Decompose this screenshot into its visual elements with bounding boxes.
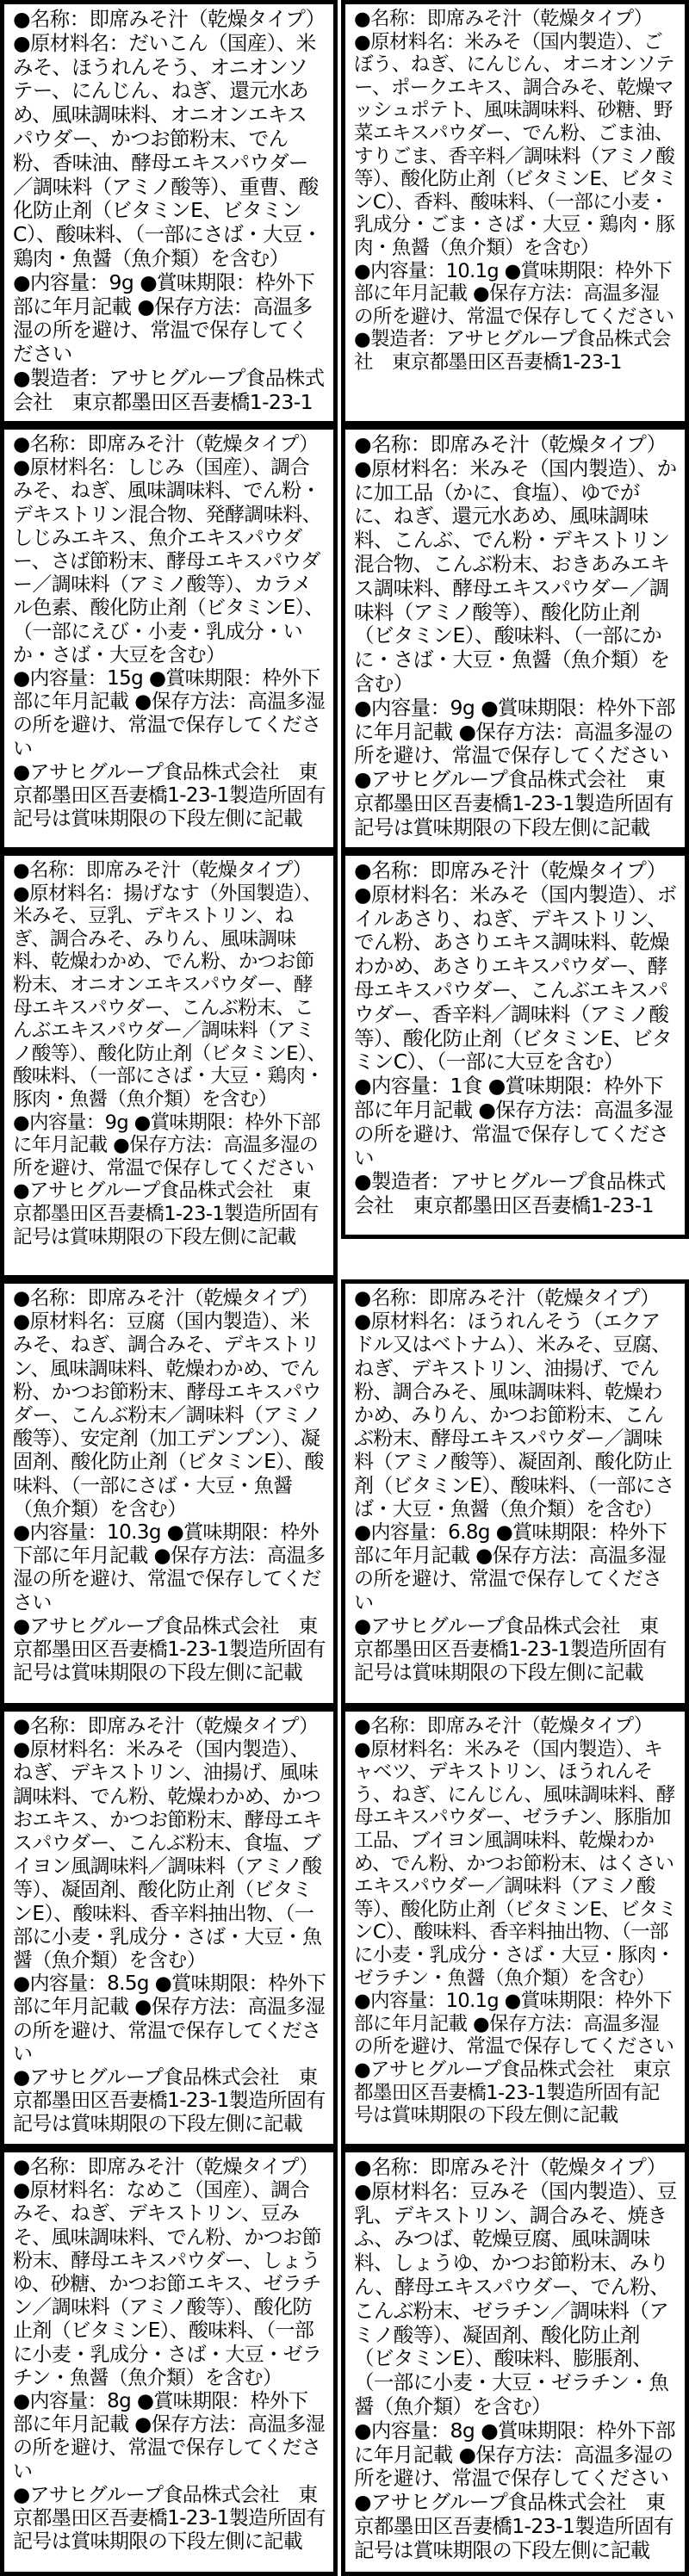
label-card (341, 1279, 689, 1707)
label-maker: ●アサヒグループ食品株式会社 東京都墨田区吾妻橋1-23-1製造所固有記号は賞味期限の下段左側に記載 (13, 760, 326, 831)
label-card (341, 2148, 689, 2576)
label-maker: ●アサヒグループ食品株式会社 東京都墨田区吾妻橋1-23-1製造所固有記号は賞味期限の下段左側に記載 (354, 767, 673, 839)
label-card (0, 851, 338, 1279)
label-ingredients: ●原材料名：米みそ（国内製造）、ねぎ、デキストリン、油揚げ、風味調味料、でん粉、乾燥わかめ、かつおエキス、かつお節粉末、酵母エキスパウダー、こんぶ粉末、食塩、ブイヨン風調味料／調味料（アミノ酸等）、凝固剤、酸化防止剤（ビタミンE）、酸味料、香辛料抽出物、（一部に小麦・乳成分・さば・大豆・魚醤（魚介類）を含む） (13, 1738, 322, 1972)
label-card (341, 851, 689, 1239)
label-ingredients: ●原材料名：豆腐（国内製造）、米みそ、ねぎ、調合みそ、デキストリン、風味調味料、乾燥わかめ、でん粉、かつお節粉末、酵母エキスパウダー、こんぶ粉末／調味料（アミノ酸等）、安定剤（加工デンプン）、凝固剤、酸化防止剤（ビタミンE）、酸味料、（一部にさば・大豆・魚醤（魚介類）を含む） (13, 1310, 324, 1520)
label-maker: ●アサヒグループ食品株式会社 東京都墨田区吾妻橋1-23-1製造所固有記号は賞味期限の下段左側に記載 (13, 2483, 326, 2554)
label-card (341, 425, 689, 851)
label-name: ●名称：即席みそ汁（乾燥タイプ） (13, 1715, 319, 1737)
label-content-expiry: ●内容量：8.5g ●賞味期限：枠外下部に年月記載 ●保存方法：高温多湿の所を避け、常温で保存してください (13, 1972, 326, 2065)
label-ingredients: ●原材料名：豆みそ（国内製造）、豆乳、デキストリン、調合みそ、焼きふ、みつば、乾燥豆腐、風味調味料、しょうゆ、かつお節粉末、みりん、酵母エキスパウダー、でん粉、こんぶ粉末、ゼラチン／調味料（アミノ酸等）、凝固剤、酸化防止剤（ビタミンE）、酸味料、膨脹剤、（一部に小麦・大豆・ゼラチン・魚醤（魚介類）を含む） (354, 2178, 677, 2418)
label-maker: ●製造者：アサヒグループ食品株式会社 東京都墨田区吾妻橋1-23-1 (354, 1169, 666, 1218)
label-content-expiry: ●内容量：8g ●賞味期限：枠外下部に年月記載 ●保存方法：高温多湿の所を避け、常温で保存してください (354, 2418, 676, 2491)
label-card (341, 0, 689, 425)
label-content-expiry: ●内容量：9g ●賞味期限：枠外下部に年月記載 ●保存方法：高温多湿の所を避け、常温で保存してください (13, 1111, 320, 1180)
label-content-expiry: ●内容量：9g ●賞味期限：枠外下部に年月記載 ●保存方法：高温多湿の所を避け、常温で保存してください (354, 695, 676, 768)
label-maker: ●製造者：アサヒグループ食品株式会社 東京都墨田区吾妻橋1-23-1 (13, 365, 325, 414)
label-name: ●名称：即席みそ汁（乾燥タイプ） (354, 432, 667, 456)
label-ingredients: ●原材料名：だいこん（国産）、米みそ、ほうれんそう、オニオンソテー、にんじん、ねぎ、還元水あめ、風味調味料、オニオンエキスパウダー、かつお節粉末、でん粉、香味油、酵母エキスパウダー／調味料（アミノ酸等）、重曹、酸化防止剤（ビタミンE、ビタミンC）、酸味料、（一部にさば・大豆・鶏肉・魚醤（魚介類）を含む） (13, 30, 322, 270)
label-maker: ●アサヒグループ食品株式会社 東京都墨田区吾妻橋1-23-1製造所固有記号は賞味期限の下段左側に記載 (354, 1614, 667, 1685)
label-maker: ●アサヒグループ食品株式会社 東京都墨田区吾妻橋1-23-1製造所固有記号は賞味期限の下段左側に記載 (13, 1180, 319, 1248)
label-name: ●名称：即席みそ汁（乾燥タイプ） (354, 2155, 667, 2179)
label-card (0, 0, 338, 425)
label-maker: ●製造者：アサヒグループ食品株式会社 東京都墨田区吾妻橋1-23-1 (354, 328, 671, 374)
label-content-expiry: ●内容量：8g ●賞味期限：枠外下部に年月記載 ●保存方法：高温多湿の所を避け、常温で保存してください (13, 2390, 326, 2483)
label-ingredients: ●原材料名：米みそ（国内製造）、かに加工品（かに、食塩）、ゆでがに、ねぎ、還元水あめ、風味調味料、こんぶ、でん粉・デキストリン混合物、こんぶ粉末、おきあみエキス調味料、酵母エキスパウダー／調味料（アミノ酸等）、酸化防止剤（ビタミンE）、酸味料、（一部にかに・さば・大豆・魚醤（魚介類）を含む） (354, 455, 677, 696)
label-name: ●名称：即席みそ汁（乾燥タイプ） (354, 1287, 660, 1310)
label-card (0, 1707, 338, 2148)
label-content-expiry: ●内容量：10.1g ●賞味期限：枠外下部に年月記載 ●保存方法：高温多湿の所を避け、常温で保存してください (354, 1990, 674, 2059)
label-name: ●名称：即席みそ汁（乾燥タイプ） (13, 2156, 319, 2178)
label-maker: ●アサヒグループ食品株式会社 東京都墨田区吾妻橋1-23-1製造所固有記号は賞味期限の下段左側に記載 (354, 2058, 671, 2127)
label-content-expiry: ●内容量：10.3g ●賞味期限：枠外下部に年月記載 ●保存方法：高温多湿の所を避け、常温で保存してください (13, 1521, 326, 1614)
label-card (0, 2148, 338, 2576)
label-name: ●名称：即席みそ汁（乾燥タイプ） (13, 7, 326, 31)
label-name: ●名称：即席みそ汁（乾燥タイプ） (354, 8, 653, 30)
label-content-expiry: ●内容量：10.1g ●賞味期限：枠外下部に年月記載 ●保存方法：高温多湿の所を避け、常温で保存してください (354, 259, 674, 328)
label-ingredients: ●原材料名：ほうれんそう（エクアドル又はベトナム）、米みそ、豆腐、ねぎ、デキストリン、油揚げ、でん粉、調合みそ、風味調味料、乾燥わかめ、みりん、かつお節粉末、こんぶ粉末、酵母エキスパウダー／調味料（アミノ酸等）、凝固剤、酸化防止剤（ビタミンE）、酸味料、（一部にさば・大豆・魚醤（魚介類）を含む） (354, 1310, 674, 1520)
label-content-expiry: ●内容量：15g ●賞味期限：枠外下部に年月記載 ●保存方法：高温多湿の所を避け、常温で保存してください (13, 667, 326, 760)
label-maker: ●アサヒグループ食品株式会社 東京都墨田区吾妻橋1-23-1製造所固有記号は賞味期限の下段左側に記載 (13, 1614, 326, 1685)
label-name: ●名称：即席みそ汁（乾燥タイプ） (354, 1715, 653, 1737)
label-ingredients: ●原材料名：米みそ（国内製造）、キャベツ、デキストリン、ほうれんそう、ねぎ、にんじん、風味調味料、酵母エキスパウダー、ゼラチン、豚脂加工品、ブイヨン風調味料、乾燥わかめ、でん粉、かつお節粉末、はくさいエキスパウダー／調味料（アミノ酸等）、酸化防止剤（ビタミンE、ビタミンC）、酸味料、香辛料抽出物、（一部に小麦・乳成分・さば・大豆・豚肉・ゼラチン・魚醤（魚介類）を含む） (354, 1737, 677, 1990)
label-ingredients: ●原材料名：揚げなす（外国製造）、米みそ、豆乳、デキストリン、ねぎ、調合みそ、みりん、風味調味料、乾燥わかめ、でん粉、かつお節粉末、オニオンエキスパウダー、酵母エキスパウダー、こんぶ粉末、こんぶエキスパウダー／調味料（アミノ酸等）、酸化防止剤（ビタミンE）、酸味料、（一部にさば・大豆・鶏肉・豚肉・魚醤（魚介類）を含む） (13, 882, 326, 1111)
label-ingredients: ●原材料名：米みそ（国内製造）、ごぼう、ねぎ、にんじん、オニオンソテー、ポークエキス、調合みそ、乾燥マッシュポテト、風味調味料、砂糖、野菜エキスパウダー、でん粉、ごま油、すりごま、香辛料／調味料（アミノ酸等）、酸化防止剤（ビタミンE、ビタミンC）、香料、酸味料、（一部に小麦・乳成分・ごま・さば・大豆・鶏肉・豚肉・魚醤（魚介類）を含む） (354, 30, 677, 259)
label-card (341, 1707, 689, 2148)
label-maker: ●アサヒグループ食品株式会社 東京都墨田区吾妻橋1-23-1製造所固有記号は賞味期限の下段左側に記載 (354, 2490, 673, 2562)
label-name: ●名称：即席みそ汁（乾燥タイプ） (13, 859, 312, 882)
label-ingredients: ●原材料名：しじみ（国産）、調合みそ、ねぎ、風味調味料、でん粉・デキストリン混合物、発酵調味料、しじみエキス、魚介エキスパウダー、さば節粉末、酵母エキスパウダー／調味料（アミノ酸等）、カラメル色素、酸化防止剤（ビタミンE）、（一部にえび・小麦・乳成分・いか・さば・大豆を含む） (13, 456, 324, 666)
label-name: ●名称：即席みそ汁（乾燥タイプ） (354, 858, 667, 882)
label-card (0, 1279, 338, 1707)
label-content-expiry: ●内容量：9g ●賞味期限：枠外下部に年月記載 ●保存方法：高温多湿の所を避け、常温で保存してください (13, 269, 315, 367)
label-name: ●名称：即席みそ汁（乾燥タイプ） (13, 1287, 319, 1310)
label-name: ●名称：即席みそ汁（乾燥タイプ） (13, 433, 319, 455)
label-ingredients: ●原材料名：米みそ（国内製造）、ボイルあさり、ねぎ、デキストリン、でん粉、あさりエキス調味料、乾燥わかめ、あさりエキスパウダー、酵母エキスパウダー、こんぶエキスパウダー、香辛料／調味料（アミノ酸等）、酸化防止剤（ビタミンE、ビタミンC）、（一部に大豆を含む） (354, 882, 677, 1074)
label-content-expiry: ●内容量：6.8g ●賞味期限：枠外下部に年月記載 ●保存方法：高温多湿の所を避け、常温で保存してください (354, 1521, 667, 1614)
label-content-expiry: ●内容量：1食 ●賞味期限：枠外下部に年月記載 ●保存方法：高温多湿の所を避け、常温で保存してください (354, 1074, 673, 1170)
label-ingredients: ●原材料名：なめこ（国産）、調合みそ、ねぎ、デキストリン、豆みそ、風味調味料、でん粉、かつお節粉末、酵母エキスパウダー、しょうゆ、砂糖、かつお節エキス、ゼラチン／調味料（アミノ酸等）、酸化防止剤（ビタミンE）、酸味料、（一部に小麦・乳成分・さば・大豆・ゼラチン・魚醤（魚介類）を含む） (13, 2179, 322, 2389)
label-card (0, 425, 338, 851)
label-maker: ●アサヒグループ食品株式会社 東京都墨田区吾妻橋1-23-1製造所固有記号は賞味期限の下段左側に記載 (13, 2066, 326, 2136)
